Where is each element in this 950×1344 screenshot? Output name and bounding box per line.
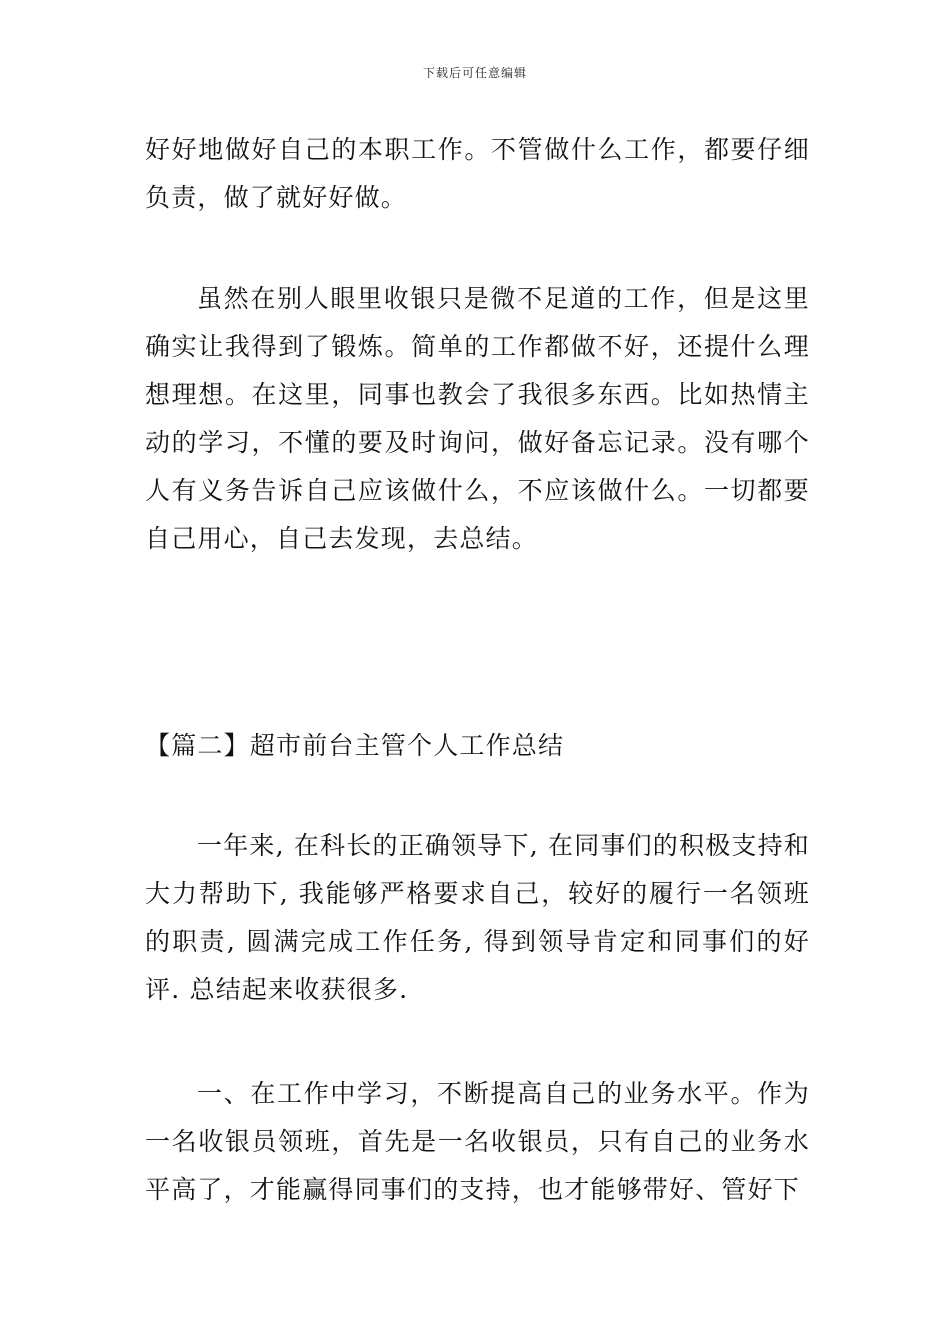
paragraph-cashier-reflection: 虽然在别人眼里收银只是微不足道的工作，但是这里确实让我得到了锻炼。简单的工作都做不好，还提什么理想理想。在这里，同事也教会了我很多东西。比如热情主动的学习，不懂的要及时询问，做好备忘记录。没有哪个人有义务告诉自己应该做什么，不应该做什么。一切都要自己用心，自己去发现，去总结。 xyxy=(145,284,810,553)
paragraph-continuation: 好好地做好自己的本职工作。不管做什么工作，都要仔细负责，做了就好好做。 xyxy=(145,135,810,212)
page-header: 下载后可任意编辑 xyxy=(422,66,527,80)
section-heading: 【篇二】超市前台主管个人工作总结 xyxy=(145,731,565,760)
paragraph-learning-at-work: 一、在工作中学习，不断提高自己的业务水平。作为一名收银员领班，首先是一名收银员，只有自己的业务水平高了，才能赢得同事们的支持，也才能够带好、管好下 xyxy=(145,1079,810,1204)
paragraph-year-summary: 一年来, 在科长的正确领导下, 在同事们的积极支持和大力帮助下, 我能够严格要求自己，较好的履行一名领班的职责, 圆满完成工作任务, 得到领导肯定和同事们的好评. 总结起来收获很多. xyxy=(145,831,810,1004)
